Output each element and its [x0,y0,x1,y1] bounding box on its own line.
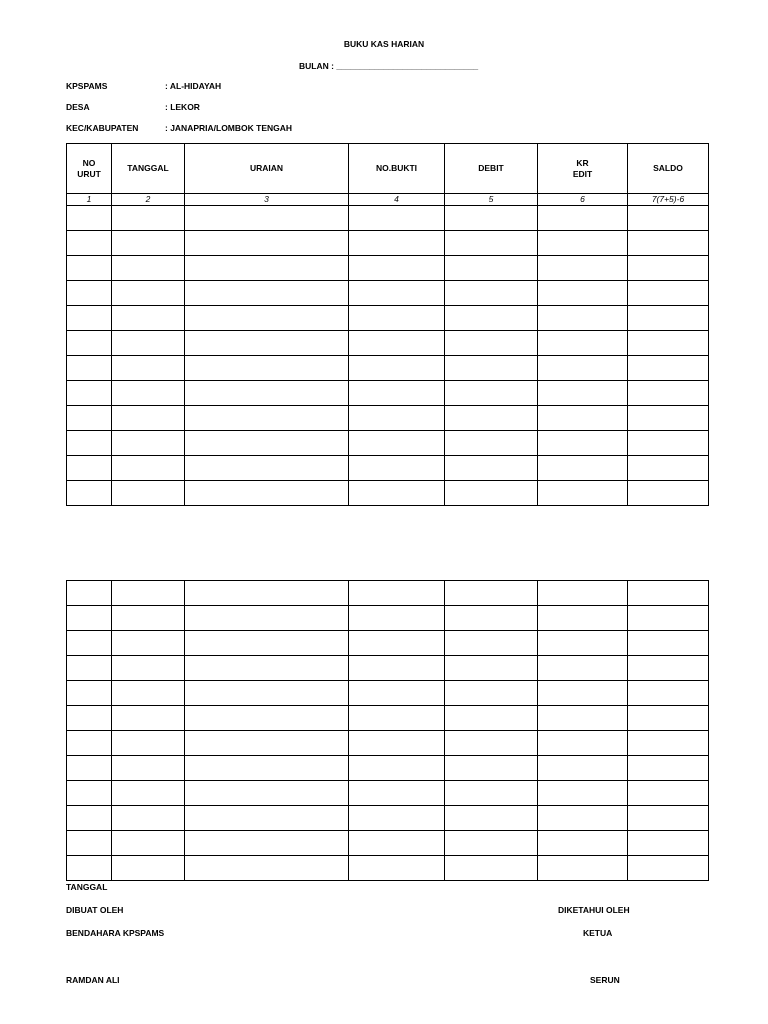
header-debit: DEBIT [445,144,538,194]
table-cell[interactable] [628,631,709,656]
table-cell[interactable] [349,431,445,456]
table-cell[interactable] [349,581,445,606]
table-cell[interactable] [112,406,185,431]
table-row [67,356,709,381]
table-cell[interactable] [349,681,445,706]
table-cell[interactable] [628,406,709,431]
column-index-row [67,194,709,206]
table-row [67,581,709,606]
table-cell[interactable] [628,681,709,706]
table-cell[interactable] [112,731,185,756]
bulan-line [299,61,478,71]
table-cell[interactable] [349,456,445,481]
table-cell[interactable] [67,781,112,806]
table-cell[interactable] [349,831,445,856]
table-cell[interactable] [445,306,538,331]
signer-name-left: RAMDAN ALI [66,975,120,985]
info-label-kpspams: KPSPAMS [66,81,108,91]
table-cell[interactable] [185,831,349,856]
header-tanggal: TANGGAL [112,144,185,194]
table-cell[interactable] [349,331,445,356]
table-cell[interactable] [349,281,445,306]
table-cell[interactable] [185,681,349,706]
table-cell[interactable] [445,381,538,406]
table-cell[interactable] [67,831,112,856]
table-cell[interactable] [538,281,628,306]
table-cell[interactable] [445,456,538,481]
table-cell[interactable] [445,406,538,431]
info-label-desa: DESA [66,102,90,112]
table-cell[interactable] [538,806,628,831]
column-index: 7(7+5)-6 [628,194,709,206]
column-index: 4 [349,194,445,206]
table-cell[interactable] [445,356,538,381]
table-cell[interactable] [445,581,538,606]
table-cell[interactable] [445,431,538,456]
table-cell[interactable] [349,231,445,256]
table-cell[interactable] [185,706,349,731]
table-cell[interactable] [538,731,628,756]
table-row [67,706,709,731]
table-cell[interactable] [445,681,538,706]
table-cell[interactable] [67,281,112,306]
table-cell[interactable] [538,756,628,781]
table-cell[interactable] [538,606,628,631]
table-cell[interactable] [67,356,112,381]
bulan-label: BULAN : [299,61,334,71]
table-cell[interactable] [628,206,709,231]
table-cell[interactable] [349,631,445,656]
table-cell[interactable] [445,706,538,731]
table-cell[interactable] [112,481,185,506]
table-cell[interactable] [538,381,628,406]
table-cell[interactable] [538,681,628,706]
table-cell[interactable] [538,231,628,256]
info-value-kec: : JANAPRIA/LOMBOK TENGAH [165,123,293,133]
page-title: BUKU KAS HARIAN [343,39,425,49]
table-cell[interactable] [349,256,445,281]
column-index: 3 [185,194,349,206]
table-cell[interactable] [349,706,445,731]
table-cell[interactable] [349,206,445,231]
table-cell[interactable] [628,606,709,631]
column-index: 1 [67,194,112,206]
table-cell[interactable] [185,731,349,756]
ledger-header-row [67,144,709,194]
table-row [67,681,709,706]
table-row [67,606,709,631]
table-cell[interactable] [445,256,538,281]
ledger-table-top [66,143,709,506]
table-row [67,231,709,256]
table-cell[interactable] [185,256,349,281]
table-cell[interactable] [67,406,112,431]
table-cell[interactable] [538,481,628,506]
table-cell[interactable] [185,331,349,356]
table-cell[interactable] [628,381,709,406]
table-row [67,306,709,331]
footer-ketua: KETUA [583,928,613,938]
table-cell[interactable] [185,806,349,831]
table-cell[interactable] [185,431,349,456]
table-cell[interactable] [67,681,112,706]
table-cell[interactable] [349,731,445,756]
table-row [67,631,709,656]
table-cell[interactable] [628,731,709,756]
table-row [67,831,709,856]
table-row [67,381,709,406]
table-cell[interactable] [628,581,709,606]
table-cell[interactable] [538,781,628,806]
table-cell[interactable] [185,206,349,231]
table-cell[interactable] [67,456,112,481]
table-cell[interactable] [185,356,349,381]
table-cell[interactable] [67,256,112,281]
header-saldo: SALDO [628,144,709,194]
table-cell[interactable] [538,206,628,231]
footer-bendahara: BENDAHARA KPSPAMS [66,928,165,938]
table-cell[interactable] [628,231,709,256]
table-cell[interactable] [349,481,445,506]
table-cell[interactable] [538,456,628,481]
table-cell[interactable] [112,631,185,656]
table-cell[interactable] [185,606,349,631]
signer-name-right: SERUN [590,975,620,985]
table-cell[interactable] [628,281,709,306]
table-cell[interactable] [185,631,349,656]
table-cell[interactable] [445,831,538,856]
table-cell[interactable] [67,431,112,456]
table-cell[interactable] [112,656,185,681]
table-cell[interactable] [445,731,538,756]
table-cell[interactable] [112,256,185,281]
table-cell[interactable] [112,281,185,306]
table-cell[interactable] [67,656,112,681]
table-cell[interactable] [538,331,628,356]
table-row [67,256,709,281]
table-cell[interactable] [67,381,112,406]
table-cell[interactable] [538,831,628,856]
table-cell[interactable] [628,656,709,681]
table-cell[interactable] [67,581,112,606]
table-row [67,806,709,831]
table-cell[interactable] [112,706,185,731]
table-cell[interactable] [538,356,628,381]
table-cell[interactable] [445,781,538,806]
table-cell[interactable] [628,756,709,781]
info-label-kec: KEC/KABUPATEN [66,123,139,133]
table-cell[interactable] [349,306,445,331]
column-index: 5 [445,194,538,206]
table-cell[interactable] [628,706,709,731]
table-row [67,656,709,681]
table-cell[interactable] [349,756,445,781]
table-cell[interactable] [185,656,349,681]
table-cell[interactable] [112,381,185,406]
table-cell[interactable] [67,231,112,256]
table-cell[interactable] [349,656,445,681]
table-cell[interactable] [185,481,349,506]
table-row [67,331,709,356]
table-cell[interactable] [112,831,185,856]
table-cell[interactable] [349,381,445,406]
table-cell[interactable] [112,856,185,881]
table-cell[interactable] [445,756,538,781]
table-cell[interactable] [67,806,112,831]
table-cell[interactable] [445,331,538,356]
table-cell[interactable] [349,406,445,431]
footer-dibuat-oleh: DIBUAT OLEH [66,905,124,915]
table-cell[interactable] [185,456,349,481]
table-cell[interactable] [185,756,349,781]
table-cell[interactable] [112,306,185,331]
table-cell[interactable] [628,856,709,881]
table-cell[interactable] [112,331,185,356]
table-cell[interactable] [67,706,112,731]
table-cell[interactable] [349,356,445,381]
table-cell[interactable] [112,806,185,831]
table-cell[interactable] [628,356,709,381]
table-row [67,431,709,456]
table-row [67,281,709,306]
table-cell[interactable] [185,231,349,256]
column-index: 6 [538,194,628,206]
table-cell[interactable] [349,806,445,831]
table-cell[interactable] [538,856,628,881]
table-cell[interactable] [445,606,538,631]
table-cell[interactable] [67,631,112,656]
table-cell[interactable] [628,481,709,506]
table-cell[interactable] [445,631,538,656]
footer-tanggal: TANGGAL [66,882,108,892]
table-cell[interactable] [628,431,709,456]
table-row [67,856,709,881]
table-cell[interactable] [112,456,185,481]
table-cell[interactable] [112,606,185,631]
table-row [67,481,709,506]
table-cell[interactable] [445,206,538,231]
table-cell[interactable] [445,481,538,506]
ledger-table-bottom [66,580,709,881]
table-cell[interactable] [185,381,349,406]
bulan-blank: ______________________________ [336,61,479,71]
table-cell[interactable] [628,306,709,331]
table-cell[interactable] [349,856,445,881]
table-row [67,206,709,231]
table-cell[interactable] [349,781,445,806]
column-index: 2 [112,194,185,206]
table-cell[interactable] [538,306,628,331]
table-row [67,781,709,806]
table-cell[interactable] [185,306,349,331]
table-cell[interactable] [67,731,112,756]
table-cell[interactable] [185,406,349,431]
table-cell[interactable] [112,756,185,781]
table-cell[interactable] [628,781,709,806]
table-cell[interactable] [112,431,185,456]
header-kredit: KR EDIT [538,144,628,194]
header-no-bukti: NO.BUKTI [349,144,445,194]
table-cell[interactable] [628,256,709,281]
table-cell[interactable] [112,781,185,806]
table-cell[interactable] [67,206,112,231]
header-uraian: URAIAN [185,144,349,194]
table-cell[interactable] [628,331,709,356]
table-cell[interactable] [185,281,349,306]
table-cell[interactable] [538,431,628,456]
table-cell[interactable] [112,356,185,381]
table-cell[interactable] [538,631,628,656]
table-cell[interactable] [185,856,349,881]
info-value-kpspams: : AL-HIDAYAH [165,81,222,91]
table-cell[interactable] [112,231,185,256]
info-value-desa: : LEKOR [165,102,200,112]
table-cell[interactable] [185,581,349,606]
table-row [67,406,709,431]
table-cell[interactable] [538,256,628,281]
table-cell[interactable] [185,781,349,806]
table-cell[interactable] [445,806,538,831]
table-cell[interactable] [628,831,709,856]
table-cell[interactable] [628,806,709,831]
table-cell[interactable] [112,681,185,706]
table-cell[interactable] [67,481,112,506]
table-cell[interactable] [538,581,628,606]
table-cell[interactable] [112,581,185,606]
table-cell[interactable] [538,706,628,731]
table-cell[interactable] [67,606,112,631]
table-row [67,731,709,756]
table-cell[interactable] [538,406,628,431]
table-cell[interactable] [445,231,538,256]
table-cell[interactable] [445,281,538,306]
table-cell[interactable] [67,331,112,356]
table-cell[interactable] [445,656,538,681]
table-cell[interactable] [538,656,628,681]
table-cell[interactable] [67,756,112,781]
footer-diketahui-oleh: DIKETAHUI OLEH [558,905,630,915]
table-cell[interactable] [112,206,185,231]
table-cell[interactable] [349,606,445,631]
table-cell[interactable] [67,306,112,331]
table-cell[interactable] [67,856,112,881]
header-no-urut: NO URUT [67,144,112,194]
table-row [67,456,709,481]
table-row [67,756,709,781]
table-cell[interactable] [628,456,709,481]
table-cell[interactable] [445,856,538,881]
